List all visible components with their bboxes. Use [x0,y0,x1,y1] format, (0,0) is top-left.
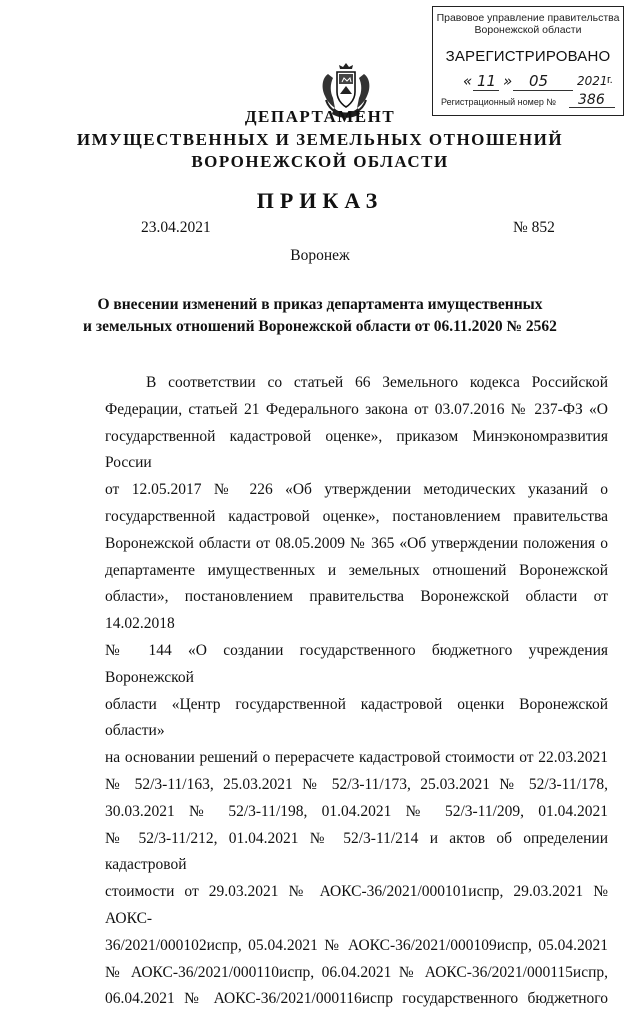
body-line: Воронежской области от 08.05.2009 № 365 «Об утверждении положения о [105,534,608,552]
stamp-line2: Воронежской области [474,24,582,36]
document-date: 23.04.2021 [141,219,211,236]
document-title-line1: О внесении изменений в приказ департамента имущественных [97,296,543,313]
body-line: № 52/3-11/212, 01.04.2021 № 52/3-11/214 и актов об определении кадастровой [105,829,608,874]
document-body [105,370,608,1013]
stamp-date [447,73,617,93]
body-line: № АОКС-36/2021/000110испр, 06.04.2021 № АОКС-36/2021/000115испр, [105,963,608,981]
department-header-line2: ИМУЩЕСТВЕННЫХ И ЗЕМЕЛЬНЫХ ОТНОШЕНИЙ [76,130,564,149]
stamp-date-open-quote: « [463,72,473,90]
body-line: государственной кадастровой оценке», приказом Минэкономразвития России [105,427,608,472]
body-line: 30.03.2021 № 52/3-11/198, 01.04.2021 № 52/3-11/209, 01.04.2021 [105,802,608,820]
body-line: 36/2021/000102испр, 05.04.2021 № АОКС-36/2021/000109испр, 05.04.2021 [105,936,608,954]
document-number: № 852 [513,219,555,236]
stamp-date-suffix: г. [607,74,613,86]
body-line: В соответствии со статьей 66 Земельного кодекса Российской [146,374,608,391]
stamp-reg-number: 386 [578,92,605,108]
body-line: области», постановлением правительства Воронежской области от 14.02.2018 [105,588,608,633]
body-line: области «Центр государственной кадастровой оценки Воронежской области» [105,695,608,740]
body-line: от 12.05.2017 № 226 «Об утверждении методических указаний о [105,481,608,499]
document-title-line2: и земельных отношений Воронежской области от 06.11.2020 № 2562 [83,318,557,335]
body-line: Федерации, статьей 21 Федерального закона от 03.07.2016 № 237-ФЗ «О [105,400,608,418]
department-header-line1: ДЕПАРТАМЕНТ [244,107,396,126]
stamp-date-year: 2021 [577,74,608,88]
body-line: департаменте имущественных и земельных отношений Воронежской [105,561,608,579]
document-type: ПРИКАЗ [256,188,384,213]
stamp-reg-row [441,92,621,108]
department-header-line3: ВОРОНЕЖСКОЙ ОБЛАСТИ [191,152,449,171]
body-line: государственной кадастровой оценке», постановлением правительства [105,507,608,525]
body-line: 06.04.2021 № АОКС-36/2021/000116испр государственного бюджетного [105,990,608,1008]
registration-stamp [432,6,624,116]
stamp-date-close-quote: » [503,72,513,90]
stamp-registered: ЗАРЕГИСТРИРОВАНО [445,48,611,65]
stamp-line1: Правовое управление правительства [436,12,620,24]
stamp-date-month: 05 [529,72,549,90]
body-line: на основании решений о перерасчете кадастровой стоимости от 22.03.2021 [105,749,608,767]
body-line: № 144 «О создании государственного бюджетного учреждения Воронежской [105,641,608,686]
body-line: стоимости от 29.03.2021 № АОКС-36/2021/000101испр, 29.03.2021 № АОКС- [105,883,608,927]
stamp-header [433,12,623,36]
stamp-reg-label: Регистрационный номер № [441,97,557,107]
document-city: Воронеж [290,247,350,264]
stamp-date-day: 11 [477,72,497,90]
body-line: № 52/3-11/163, 25.03.2021 № 52/3-11/173, 25.03.2021 № 52/3-11/178, [105,775,608,793]
